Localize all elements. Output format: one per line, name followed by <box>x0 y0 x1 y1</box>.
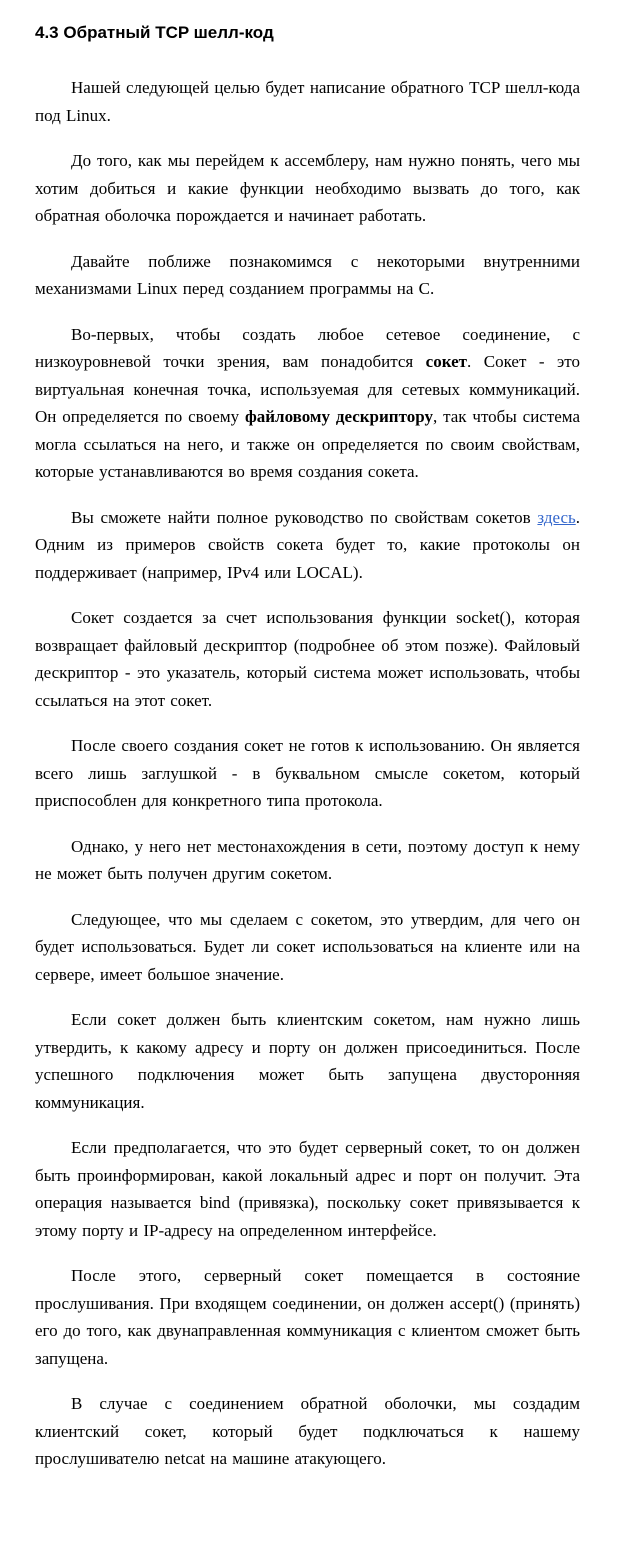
text-run: После своего создания сокет не готов к использованию. Он является всего лишь заглушкой - в буквальном смысле сокетом, который приспособлен для конкретного типа протокола. <box>35 736 580 811</box>
text-run: . Одним из примеров свойств сокета будет то, какие протоколы он поддерживает (например, IPv4 или LOCAL). <box>35 507 580 582</box>
text-run: Давайте поближе познакомимся с некоторыми внутренними механизмами Linux перед созданием программы на C. <box>35 251 580 299</box>
text-run: Следующее, что мы сделаем с сокетом, это утвердим, для чего он будет использоваться. Будет ли сокет использоваться на клиенте или на сервере, имеет большое значение. <box>35 909 580 984</box>
paragraph <box>35 74 580 129</box>
paragraph <box>35 906 580 989</box>
text-run: . Сокет - это виртуальная конечная точка, используемая для сетевых коммуникаций. Он определяется по своему <box>35 352 580 427</box>
text-run: Если предполагается, что это будет серверный сокет, то он должен быть проинформирован, какой локальный адрес и порт он получит. Эта операция называется bind (привязка), поскольку сокет привязывается к этому порту и IP-адресу на определенном интерфейсе. <box>35 1138 580 1240</box>
paragraph <box>35 1262 580 1372</box>
paragraph <box>35 1134 580 1244</box>
text-run: Вы сможете найти полное руководство по свойствам сокетов <box>71 507 538 527</box>
paragraph <box>35 604 580 714</box>
paragraph <box>35 1006 580 1116</box>
paragraph <box>35 147 580 230</box>
document-body <box>35 74 580 1473</box>
paragraph <box>35 321 580 486</box>
text-run: Если сокет должен быть клиентским сокетом, нам нужно лишь утвердить, к какому адресу и порту он должен присоединиться. После успешного подключения может быть запущена двусторонняя коммуникация. <box>35 1010 580 1112</box>
text-run: , так чтобы система могла ссылаться на него, и также он определяется по своим свойствам, которые устанавливаются во время создания сокета. <box>35 407 580 482</box>
text-run: До того, как мы перейдем к ассемблеру, нам нужно понять, чего мы хотим добиться и какие функции необходимо вызвать до того, как обратная оболочка порождается и начинает работать. <box>35 151 580 226</box>
section-heading: 4.3 Обратный TCP шелл-код <box>35 23 274 42</box>
paragraph <box>35 248 580 303</box>
bold-term: сокет <box>425 352 467 372</box>
paragraph <box>35 732 580 815</box>
text-run: Однако, у него нет местонахождения в сети, поэтому доступ к нему не может быть получен другим сокетом. <box>35 836 580 884</box>
paragraph <box>35 504 580 587</box>
socket-properties-link[interactable]: здесь <box>537 507 576 527</box>
paragraph <box>35 833 580 888</box>
text-run: В случае с соединением обратной оболочки, мы создадим клиентский сокет, который будет подключаться к нашему прослушивателю netcat на машине атакующего. <box>35 1394 580 1469</box>
text-run: Сокет создается за счет использования функции socket(), которая возвращает файловый дескриптор (подробнее об этом позже). Файловый дескриптор - это указатель, который система может использовать, чтобы ссылаться на этот сокет. <box>35 608 580 710</box>
bold-term: файловому дескриптору <box>244 407 433 427</box>
text-run: Нашей следующей целью будет написание обратного TCP шелл-кода под Linux. <box>35 78 580 125</box>
text-run: После этого, серверный сокет помещается в состояние прослушивания. При входящем соединении, он должен accept() (принять) его до того, как двунаправленная коммуникация с клиентом сможет быть запущена. <box>35 1266 580 1368</box>
paragraph <box>35 1390 580 1473</box>
text-run: Во-первых, чтобы создать любое сетевое соединение, с низкоуровневой точки зрения, вам понадобится <box>35 324 580 372</box>
